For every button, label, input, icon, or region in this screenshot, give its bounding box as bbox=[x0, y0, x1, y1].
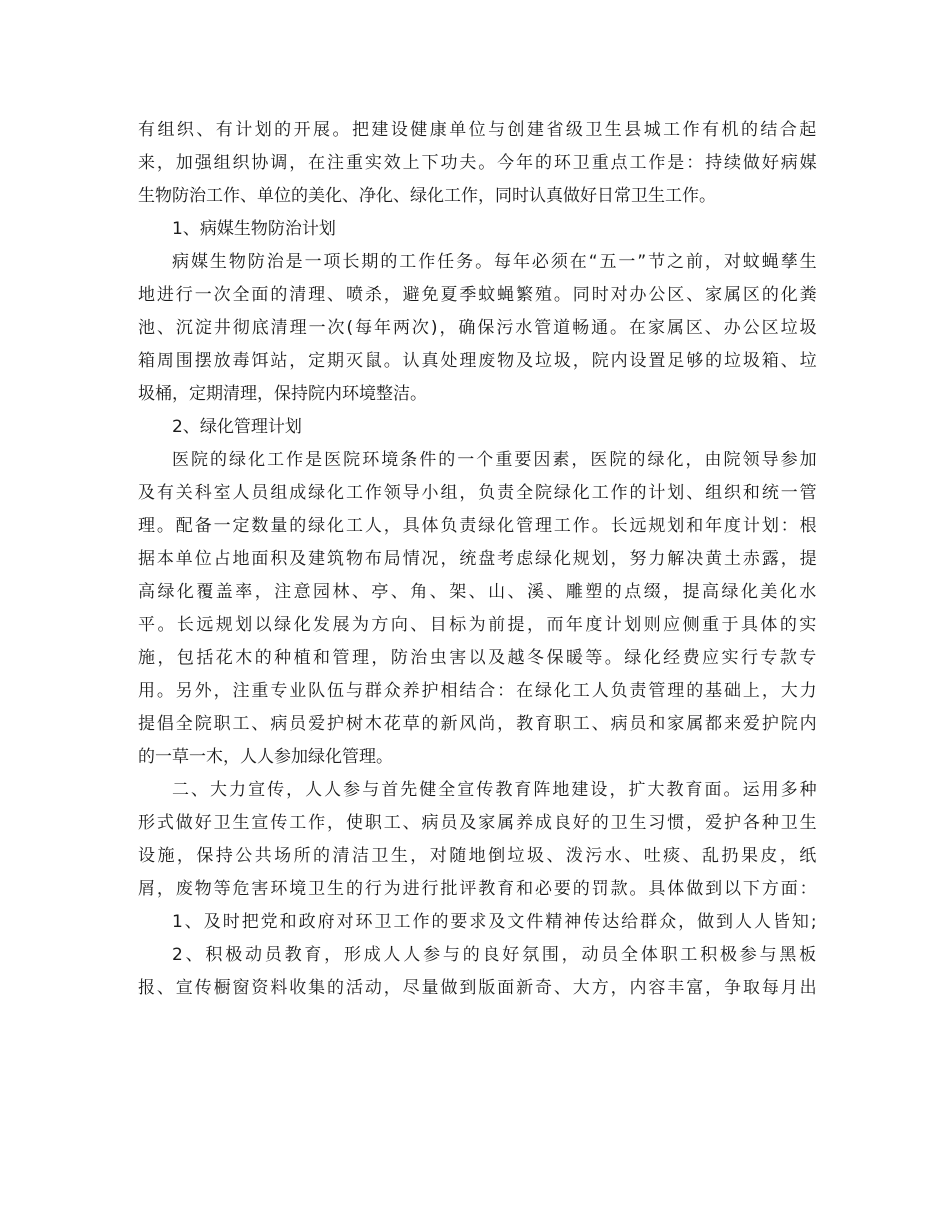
text-line: 施，包括花木的种植和管理，防治虫害以及越冬保暖等。绿化经费应实行专款专 bbox=[138, 648, 819, 668]
text-line: 地进行一次全面的清理、喷杀，避免夏季蚊蝇繁殖。同时对办公区、家属区的化粪 bbox=[138, 285, 819, 305]
text-line: 形式做好卫生宣传工作，使职工、病员及家属养成良好的卫生习惯，爱护各种卫生 bbox=[138, 813, 819, 833]
text-line: 据本单位占地面积及建筑物布局情况，统盘考虑绿化规划，努力解决黄土赤露，提 bbox=[138, 549, 819, 569]
text-line: 1、病媒生物防治计划 bbox=[172, 219, 336, 239]
text-line: 箱周围摆放毒饵站，定期灭鼠。认真处理废物及垃圾，院内设置足够的垃圾箱、垃 bbox=[138, 351, 819, 371]
text-line: 理。配备一定数量的绿化工人，具体负责绿化管理工作。长远规划和年度计划：根 bbox=[138, 516, 819, 536]
text-line: 屑，废物等危害环境卫生的行为进行批评教育和必要的罚款。具体做到以下方面： bbox=[138, 879, 819, 899]
text-line: 1、及时把党和政府对环卫工作的要求及文件精神传达给群众，做到人人皆知; bbox=[172, 912, 819, 932]
text-line: 设施，保持公共场所的清洁卫生，对随地倒垃圾、泼污水、吐痰、乱扔果皮，纸 bbox=[138, 846, 819, 866]
text-line: 二、大力宣传，人人参与首先健全宣传教育阵地建设，扩大教育面。运用多种 bbox=[172, 780, 819, 800]
text-line: 报、宣传橱窗资料收集的活动，尽量做到版面新奇、大方，内容丰富，争取每月出 bbox=[138, 978, 819, 998]
text-line: 2、绿化管理计划 bbox=[172, 417, 302, 437]
text-line: 的一草一木，人人参加绿化管理。 bbox=[138, 747, 393, 767]
text-line: 及有关科室人员组成绿化工作领导小组，负责全院绿化工作的计划、组织和统一管 bbox=[138, 483, 819, 503]
text-line: 2、积极动员教育，形成人人参与的良好氛围，动员全体职工积极参与黑板 bbox=[172, 945, 819, 965]
text-line: 平。长远规划以绿化发展为方向、目标为前提，而年度计划则应侧重于具体的实 bbox=[138, 615, 819, 635]
text-line: 有组织、有计划的开展。把建设健康单位与创建省级卫生县城工作有机的结合起 bbox=[138, 120, 819, 140]
text-line: 池、沉淀井彻底清理一次(每年两次)，确保污水管道畅通。在家属区、办公区垃圾 bbox=[138, 318, 819, 338]
text-line: 提倡全院职工、病员爱护树木花草的新风尚，教育职工、病员和家属都来爱护院内 bbox=[138, 714, 819, 734]
text-line: 来，加强组织协调，在注重实效上下功夫。今年的环卫重点工作是：持续做好病媒 bbox=[138, 153, 819, 173]
text-line: 用。另外，注重专业队伍与群众养护相结合：在绿化工人负责管理的基础上，大力 bbox=[138, 681, 819, 701]
text-line: 高绿化覆盖率，注意园林、亭、角、架、山、溪、雕塑的点缀，提高绿化美化水 bbox=[138, 582, 819, 602]
text-line: 医院的绿化工作是医院环境条件的一个重要因素，医院的绿化，由院领导参加 bbox=[172, 450, 819, 470]
document-body bbox=[138, 114, 818, 1005]
text-line: 圾桶，定期清理，保持院内环境整洁。 bbox=[138, 384, 427, 404]
text-line: 生物防治工作、单位的美化、净化、绿化工作，同时认真做好日常卫生工作。 bbox=[138, 186, 716, 206]
text-line: 病媒生物防治是一项长期的工作任务。每年必须在“五一”节之前，对蚊蝇孳生 bbox=[172, 252, 819, 272]
